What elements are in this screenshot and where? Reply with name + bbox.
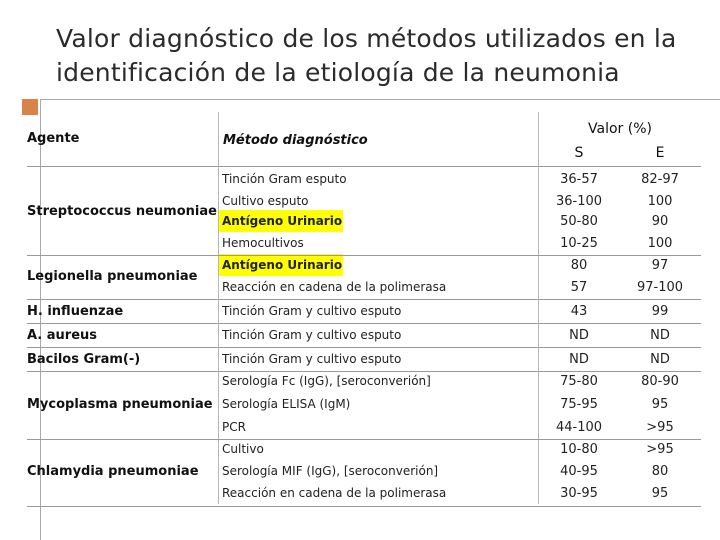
sensitivity-cell: 10-80 bbox=[560, 441, 598, 457]
slide-title bbox=[56, 22, 706, 90]
sensitivity-cell: 44-100 bbox=[555, 419, 603, 435]
sensitivity-cell: ND bbox=[569, 351, 589, 367]
sensitivity-cell: 80 bbox=[570, 257, 588, 273]
header-e: E bbox=[655, 145, 665, 161]
agent-cell: Mycoplasma pneumoniae bbox=[27, 396, 213, 412]
sensitivity-cell: 57 bbox=[570, 279, 588, 295]
method-cell: Cultivo bbox=[222, 442, 264, 456]
agent-cell: Streptococcus neumoniae bbox=[27, 203, 217, 219]
method-cell: Serología ELISA (IgM) bbox=[222, 397, 351, 411]
specificity-cell: 95 bbox=[651, 396, 669, 412]
specificity-cell: 99 bbox=[651, 303, 669, 319]
sensitivity-cell: 30-95 bbox=[560, 485, 598, 501]
sensitivity-cell: 75-80 bbox=[560, 373, 598, 389]
diagnostic-value-table bbox=[27, 112, 707, 510]
specificity-cell: ND bbox=[650, 351, 670, 367]
sensitivity-cell: 43 bbox=[570, 303, 588, 319]
specificity-cell: 95 bbox=[651, 485, 669, 501]
method-cell: Tinción Gram y cultivo esputo bbox=[222, 304, 402, 318]
sensitivity-cell: 10-25 bbox=[560, 235, 598, 251]
sensitivity-cell: 36-100 bbox=[555, 193, 603, 209]
sensitivity-cell: ND bbox=[569, 327, 589, 343]
method-cell: Antígeno Urinario bbox=[219, 210, 343, 232]
method-cell: Reacción en cadena de la polimerasa bbox=[222, 280, 447, 294]
specificity-cell: 100 bbox=[647, 193, 673, 209]
sensitivity-cell: 50-80 bbox=[560, 213, 598, 229]
header-value: Valor (%) bbox=[588, 121, 652, 137]
header-method: Método diagnóstico bbox=[223, 132, 368, 148]
method-cell: Antígeno Urinario bbox=[219, 254, 343, 276]
slide-title-line-2: identificación de la etiología de la neumonia bbox=[56, 58, 620, 87]
title-divider bbox=[40, 99, 720, 100]
sensitivity-cell: 40-95 bbox=[560, 463, 598, 479]
specificity-cell: 80-90 bbox=[641, 373, 679, 389]
slide-title-line-1: Valor diagnóstico de los métodos utilizados en la bbox=[56, 24, 677, 53]
specificity-cell: 90 bbox=[651, 213, 669, 229]
agent-cell: Bacilos Gram(-) bbox=[27, 351, 141, 367]
specificity-cell: 82-97 bbox=[641, 171, 679, 187]
agent-cell: Legionella pneumoniae bbox=[27, 268, 198, 284]
specificity-cell: 80 bbox=[651, 463, 669, 479]
agent-cell: H. influenzae bbox=[27, 303, 124, 319]
method-cell: Reacción en cadena de la polimerasa bbox=[222, 486, 447, 500]
sensitivity-cell: 75-95 bbox=[560, 396, 598, 412]
method-cell: Hemocultivos bbox=[222, 236, 304, 250]
agent-cell: A. aureus bbox=[27, 327, 98, 343]
method-cell: Cultivo esputo bbox=[222, 194, 309, 208]
agent-cell: Chlamydia pneumoniae bbox=[27, 463, 199, 479]
specificity-cell: 97 bbox=[651, 257, 669, 273]
header-rule bbox=[27, 166, 701, 167]
specificity-cell: ND bbox=[650, 327, 670, 343]
method-cell: PCR bbox=[222, 420, 246, 434]
method-cell: Serología Fc (IgG), [seroconverión] bbox=[222, 374, 431, 388]
sensitivity-cell: 36-57 bbox=[560, 171, 598, 187]
method-cell: Tinción Gram y cultivo esputo bbox=[222, 352, 402, 366]
method-cell: Tinción Gram y cultivo esputo bbox=[222, 328, 402, 342]
specificity-cell: >95 bbox=[646, 419, 674, 435]
header-agent: Agente bbox=[27, 130, 80, 146]
specificity-cell: 100 bbox=[647, 235, 673, 251]
table-bottom-rule bbox=[27, 506, 701, 507]
header-s: S bbox=[574, 145, 584, 161]
method-cell: Tinción Gram esputo bbox=[222, 172, 347, 186]
specificity-cell: 97-100 bbox=[636, 279, 684, 295]
method-cell: Serología MIF (IgG), [seroconverión] bbox=[222, 464, 439, 478]
specificity-cell: >95 bbox=[646, 441, 674, 457]
